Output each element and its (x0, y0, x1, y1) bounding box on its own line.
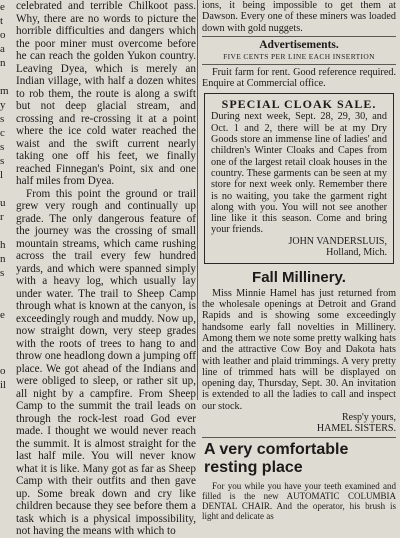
edge-fragment: e (0, 1, 5, 13)
resting-place-title-line-1: A very comfortable (204, 440, 349, 458)
cloak-sale-ad (204, 93, 394, 263)
edge-fragment: t (0, 15, 3, 27)
edge-fragment: u (0, 197, 6, 209)
edge-fragment (0, 280, 12, 294)
advertisements-title: Advertisements. (259, 38, 339, 51)
edge-fragment: c (0, 127, 5, 139)
edge-fragment: n (0, 57, 6, 69)
millinery-body: Miss Minnie Hamel has just returned from the wholesale openings at Detroit and Grand Rapids and is showing some exceedingly handsome early fall novelties in Millinery. Among them we note some pretty walking hats and the attractive Cow Boy and Dakota hats with leather and plaid trimmings. A very pretty line of trimmed hats will be displayed on opening day, Thursday, Sept. 30. An invitation is extended to all the ladies to call and inspect our stock. (202, 287, 396, 412)
edge-fragment (0, 350, 12, 364)
millinery-signer: HAMEL SISTERS. (316, 423, 396, 435)
resting-place-title (204, 441, 396, 477)
edge-fragment (0, 294, 12, 308)
edge-fragment (0, 392, 12, 406)
edge-fragment: m (0, 85, 9, 97)
edge-fragment: o (0, 365, 6, 377)
section-divider (202, 437, 396, 438)
edge-fragment (0, 336, 12, 350)
edge-fragment: s (0, 141, 5, 153)
edge-fragment: y (0, 99, 6, 111)
edge-fragment: s (0, 113, 5, 125)
edge-fragment: a (0, 43, 5, 55)
edge-fragment: l (0, 169, 3, 181)
section-divider (202, 36, 396, 37)
resting-place-title-line-2: resting place (204, 458, 303, 476)
edge-fragment: o (0, 29, 6, 41)
right-column (202, 0, 396, 521)
section-divider (202, 64, 396, 65)
edge-fragment (0, 406, 12, 420)
edge-fragment: s (0, 267, 5, 279)
left-edge-fragments (0, 0, 12, 400)
edge-fragment (0, 322, 12, 336)
article-paragraph-1: celebrated and terrible Chilkoot pass. Why, there are no words to picture the horrible difficulties and dangers which the poor miner must overcome before he can reach the golden Yukon country. Leaving Dyea, which is merely an Indian village, with half a dozen whites to rob them, the route is along a swift but not deep glacial stream, and crossing and re-crossing it at a point where the ice cold water reached the waist and the swift current nearly taking one off his feet, we finally reached Finnegan's Point, six and one half miles from Dyea. (16, 0, 196, 187)
continued-article-fragment: ions, it being impossible to get them at Dawson. Every one of these miners was loaded down with gold nuggets. (202, 0, 396, 34)
article-paragraph-2: From this point the ground or trail grew very rough and continually up grade. The only dangerous feature of the journey was the crossing of small mountain streams, which came rushing across the trail every few hundred yards, and which were spanned simply with a heavy log, which usually lay under water. The trail to Sheep Camp through what is known at the canyon, is exceedingly rough and muddy. Now up, now straight down, very steep grades with the roots of trees to hang to and throw one headlong down a jumping off place. We got ahead of the Indians and were obliged to sleep, or rather sit up, all night by a campfire. From Sheep Camp to the summit the trail leads on through the rock-lest road God ever made. I thought we would never reach the summit. It is almost straight for the last half mile. You will never know what it is like. Many got as far as Sheep Camp with their outfits and then gave up. Some break down and cry like children because they see before them a task which is a physical impossibility, not having the means with which to (16, 187, 197, 537)
millinery-closing: Resp'y yours, (341, 412, 396, 424)
advertisements-header (202, 39, 396, 62)
cloak-sale-title: SPECIAL CLOAK SALE. (221, 97, 377, 112)
edge-fragment: n (0, 253, 6, 265)
edge-fragment: s (0, 155, 5, 167)
edge-fragment: h (0, 239, 6, 251)
edge-fragment (0, 224, 12, 238)
fruit-farm-notice: Fruit farm for rent. Good reference required. Enquire at Commercial office. (202, 66, 396, 90)
left-article-column (16, 0, 197, 537)
cloak-sale-place: Holland, Mich. (326, 247, 387, 259)
advertisements-rate: FIVE CENTS PER LINE EACH INSERTION (223, 51, 375, 61)
column-rule (197, 0, 198, 400)
edge-fragment (0, 182, 12, 196)
millinery-title: Fall Millinery. (252, 268, 346, 286)
edge-fragment: r (0, 211, 4, 223)
edge-fragment: il (0, 379, 6, 391)
edge-fragment: e (0, 309, 5, 321)
cloak-sale-body: During next week, Sept. 28, 29, 30, and Oct. 1 and 2, there will be at my Dry Goods store an immense line of ladies' and children's Winter Cloaks and Capes from one of the largest retail cloak houses in the country. These garments can be seen at my store for next week only. Remember there is no waiting, you take the garment right along with you. You will not see another line like it this season. Come and bring your friends. (211, 111, 387, 236)
cloak-sale-signer: JOHN VANDERSLUIS, (288, 235, 387, 247)
edge-fragment (0, 70, 12, 84)
resting-place-body: For you while you have your teeth examined and filled is the new AUTOMATIC COLUMBIA DENTAL CHAIR. And the operator, his brush is light and delicate as (202, 480, 396, 521)
